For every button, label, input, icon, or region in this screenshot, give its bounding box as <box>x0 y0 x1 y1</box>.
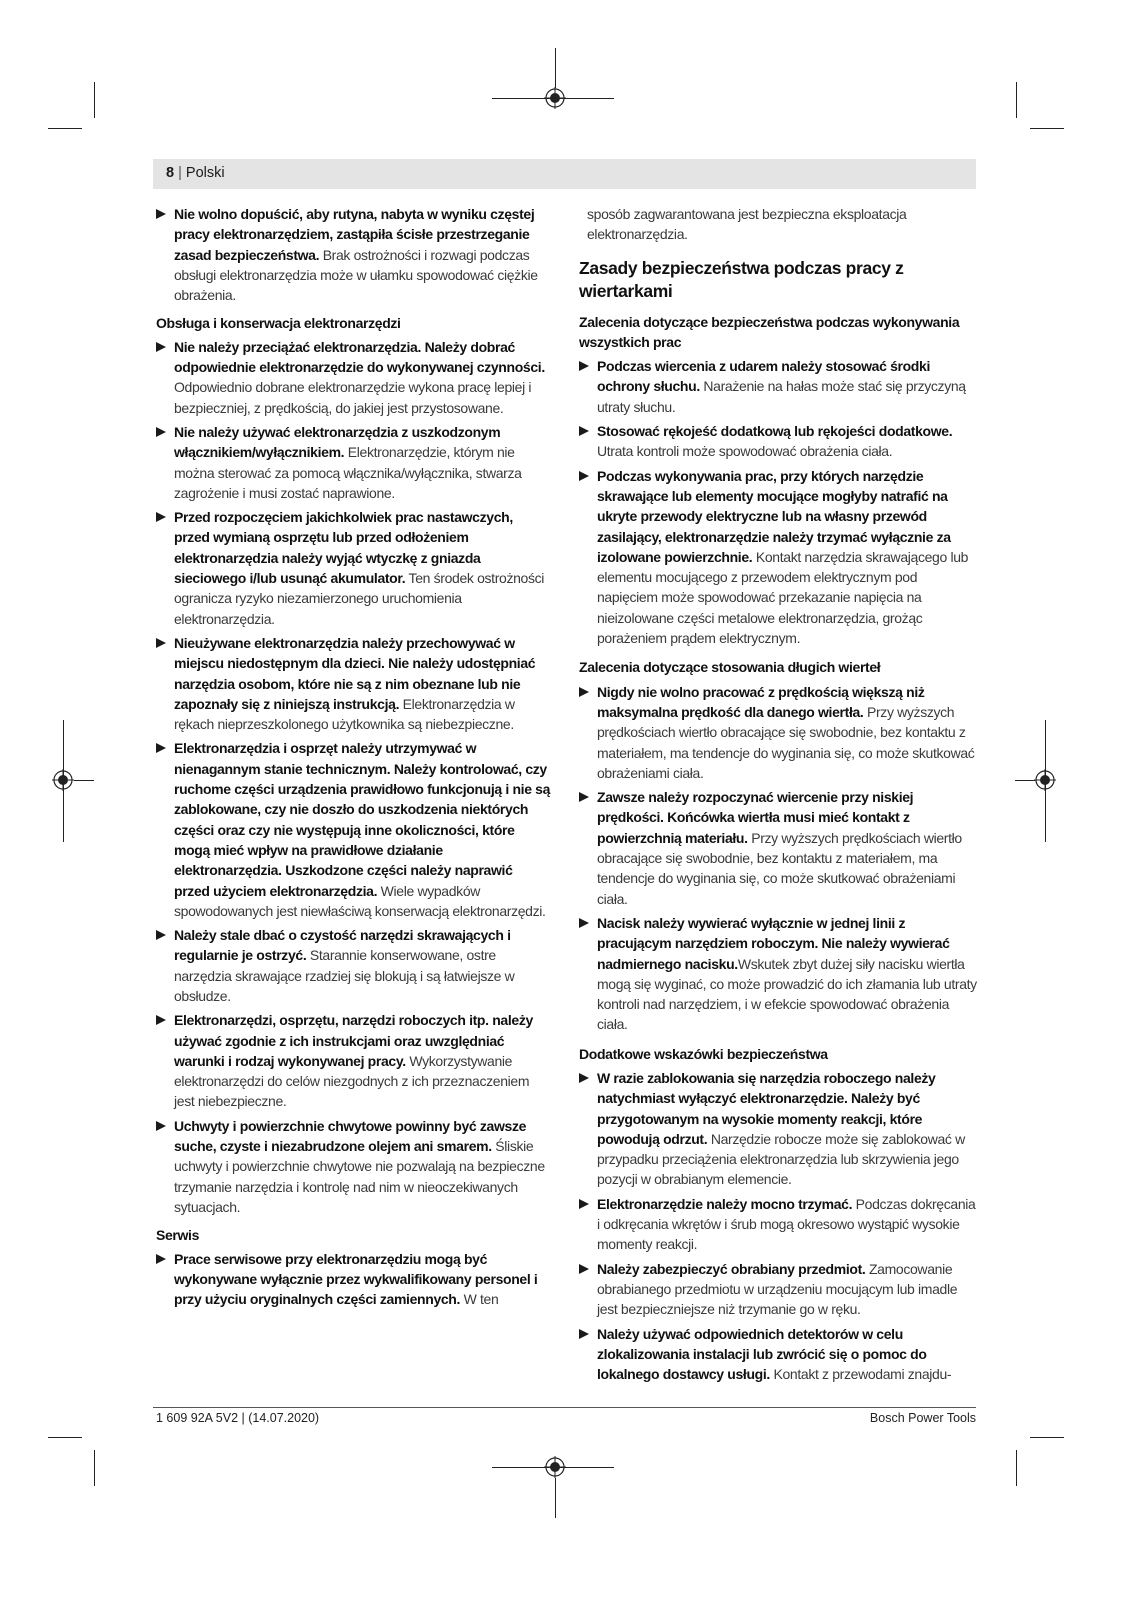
item-normal-text: Wiele wypadków spowodowanych jest niewłaściwą konserwacją elektronarzędzi. <box>174 882 546 919</box>
item-bold-text: Nie należy przeciążać elektronarzędzia. Należy dobrać odpowiednie elektronarzędzie do wykonywanej czynności. <box>174 338 545 376</box>
header-language: Polski <box>185 165 225 181</box>
item-bold-text: Uchwyty i powierzchnie chwytowe powinny być zawsze suche, czyste i niezabrudzone olejem ani smarem. <box>174 1117 527 1155</box>
item-normal-text: Kontakt z przewodami znajdu- <box>769 1366 952 1383</box>
list-item <box>579 356 979 417</box>
list-item <box>579 1259 979 1320</box>
list-item <box>156 204 551 305</box>
list-item <box>156 422 551 503</box>
list-item <box>156 925 551 1006</box>
registration-line-right <box>1045 720 1046 842</box>
item-bold-text: Należy używać odpowiednich detektorów w celu zlokalizowania instalacji lub zwrócić się o pomoc do lokalnego dostawcy usługi. <box>597 1325 927 1383</box>
subsection-heading-long-drills: Zalecenia dotyczące stosowania długich wierteł <box>579 659 881 676</box>
page-number: 8 <box>166 165 175 181</box>
item-bold-text: Nacisk należy wywierać wyłącznie w jednej linii z pracującym narzędziem roboczym. Nie należy wywierać nadmiernego nacisku. <box>597 914 950 972</box>
registration-stem-bottom <box>555 1478 556 1518</box>
header-separator: | <box>174 165 186 181</box>
crop-mark-bottom-right-vertical <box>1016 1450 1017 1486</box>
right-column <box>579 204 979 1388</box>
item-normal-text: Brak ostrożności i rozwagi podczas obsługi elektronarzędzia może w ułamku spowodować ciężkie obrażenia. <box>174 246 538 304</box>
registration-line-top <box>492 98 614 99</box>
item-bold-text: Stosować rękojeść dodatkową lub rękojeści dodatkowe. <box>597 423 953 440</box>
item-normal-text: Kontakt narzędzia skrawającego lub elementu mocującego z przewodem elektrycznym pod napięciem może spowodować przekazanie napięcia na nieizolowane części metalowe elektronarzędzia, grożąc porażeniem prądem elektrycznym. <box>597 548 969 647</box>
page-header <box>153 159 976 189</box>
item-normal-text: Zamocowanie obrabianego przedmiotu w urządzeniu mocującym lub imadle jest bezpieczniejsze niż trzymanie go w ręku. <box>597 1260 958 1318</box>
item-normal-text: Ten środek ostrożności ogranicza ryzyko niezamierzonego uruchomienia elektronarzędzia. <box>174 570 545 627</box>
item-normal-text: Przy wyższych prędkościach wiertło obracające się swobodnie, bez kontaktu z materiałem, ma tendencje do wyginania się, co może skutkować obrażeniami ciała. <box>597 703 975 781</box>
item-bold-text: Elektronarzędzie należy mocno trzymać. <box>597 1195 853 1212</box>
item-bold-text: Prace serwisowe przy elektronarzędziu mogą być wykonywane wyłącznie przez wykwalifikowany personel i przy użyciu oryginalnych części zamiennych. <box>174 1250 538 1308</box>
item-normal-text: Utrata kontroli może spowodować obrażenia ciała. <box>597 443 893 460</box>
list-item <box>579 1194 979 1255</box>
item-bold-text: Należy stale dbać o czystość narzędzi skrawających i regularnie je ostrzyć. <box>174 927 511 964</box>
registration-stem-top <box>555 48 556 88</box>
crop-mark-bottom-left-horizontal <box>48 1437 82 1438</box>
crop-mark-top-right-vertical <box>1016 82 1017 118</box>
item-normal-text: Przy wyższych prędkościach wiertło obracające się swobodnie, bez kontaktu z materiałem, ma tendencje do wyginania się, co może skutkować obrażeniami ciała. <box>597 829 962 907</box>
item-normal-text: Podczas dokręcania i odkręcania wkrętów i śrub mogą okresowo wystąpić wysokie momenty reakcji. <box>597 1195 976 1253</box>
list-item <box>156 1249 551 1310</box>
item-normal-text: Wykorzystywanie elektronarzędzi do celów niezgodnych z ich przeznaczeniem jest niebezpieczne. <box>174 1052 530 1110</box>
crop-mark-top-left-horizontal <box>48 128 82 129</box>
subsection-heading-additional: Dodatkowe wskazówki bezpieczeństwa <box>579 1045 828 1062</box>
item-bold-text: Nieużywane elektronarzędzia należy przechowywać w miejscu niedostępnym dla dzieci. Nie należy udostępniać narzędzia osobom, które nie są z nim obeznane lub nie zapoznały się z niniejszą instrukcją. <box>174 634 536 712</box>
list-item <box>156 337 551 418</box>
item-normal-text: Wskutek zbyt dużej siły nacisku wiertła mogą się wyginać, co może prowadzić do ich złamania lub utraty kontroli nad narzędziem, i w efekcie spowodować obrażenia ciała. <box>597 955 977 1033</box>
section-heading-service: Serwis <box>156 1227 200 1244</box>
list-item <box>156 1116 551 1217</box>
crop-mark-bottom-right-horizontal <box>1030 1437 1064 1438</box>
item-normal-text: Odpowiednio dobrane elektronarzędzie wykona pracę lepiej i bezpieczniej, z prędkością, do jakiej jest przystosowane. <box>174 379 532 416</box>
item-bold-text: W razie zablokowania się narzędzia roboczego należy natychmiast wyłączyć elektronarzędzie. Należy być przygotowanym na wysokie momenty reakcji, które powodują odrzut. <box>597 1069 936 1147</box>
item-normal-text: Śliskie uchwyty i powierzchnie chwytowe nie pozwalają na bezpieczne trzymanie narzędzia i kontrolę nad nim w nieoczekiwanych sytuacjach. <box>174 1138 545 1215</box>
registration-line-bottom <box>492 1467 614 1468</box>
item-bold-text: Zawsze należy rozpoczynać wiercenie przy niskiej prędkości. Końcówka wiertła musi mieć kontakt z powierzchnią materiału. <box>597 789 914 846</box>
item-normal-text: W ten <box>460 1291 499 1308</box>
continuation-text: sposób zagwarantowana jest bezpieczna eksploatacja elektronarzędzia. <box>587 206 907 243</box>
item-normal-text: Elektronarzędzie, którym nie można sterować za pomocą włącznika/wyłącznika, stwarza zagrożenie i musi zostać naprawione. <box>174 444 522 501</box>
item-normal-text: Narażenie na hałas może stać się przyczyną utraty słuchu. <box>597 378 966 415</box>
registration-line-left <box>63 720 64 842</box>
list-item <box>156 507 551 629</box>
item-normal-text: Elektronarzędzia w rękach nieprzeszkolonego użytkownika są niebezpieczne. <box>174 695 515 733</box>
item-bold-text: Podczas wykonywania prac, przy których narzędzie skrawające lub elementy mocujące mogłyby natrafić na ukryte przewody elektryczne lub na własny przewód zasilający, elektronarzędzie należy trzymać wyłącznie za izolowane powierzchnie. <box>597 467 951 565</box>
crop-mark-top-left-vertical <box>94 82 95 118</box>
list-item <box>579 1068 979 1190</box>
item-bold-text: Nie należy używać elektronarzędzia z uszkodzonym włącznikiem/wyłącznikiem. <box>174 423 501 461</box>
list-item <box>579 466 979 649</box>
left-column <box>156 204 551 1313</box>
item-normal-text: Narzędzie robocze może się zablokować w przypadku przeciążenia elektronarzędzia lub skrzywienia jego pozycji w obrabianym elemencie. <box>597 1130 965 1188</box>
item-bold-text: Podczas wiercenia z udarem należy stosować środki ochrony słuchu. <box>597 358 930 395</box>
item-bold-text: Nie wolno dopuścić, aby rutyna, nabyta w wyniku częstej pracy elektronarzędziem, zastąpiła ścisłe przestrzeganie zasad bezpieczeństwa. <box>174 206 535 263</box>
list-item <box>579 913 979 1035</box>
section-heading-maintenance: Obsługa i konserwacja elektronarzędzi <box>156 315 401 332</box>
item-normal-text: Starannie konserwowane, ostre narzędzia skrawające rzadziej się blokują i są łatwiejsze w obsłudze. <box>174 947 515 1004</box>
header-text <box>166 165 225 181</box>
crop-mark-top-right-horizontal <box>1030 128 1064 129</box>
item-bold-text: Elektronarzędzia i osprzęt należy utrzymywać w nienagannym stanie technicznym. Należy kontrolować, czy ruchome części urządzenia prawidłowo funkcjonują i nie są zablokowane, czy nie doszło do uszkodzenia niektórych części oraz czy nie występują inne okoliczności, które mogą mieć wpływ na prawidłowe działanie elektronarzędzia. Uszkodzone części należy naprawić przed użyciem elektronarzędzia. <box>174 740 551 899</box>
list-item <box>579 787 979 909</box>
item-bold-text: Należy zabezpieczyć obrabiany przedmiot. <box>597 1260 866 1277</box>
subsection-heading-general: Zalecenia dotyczące bezpieczeństwa podczas wykonywania wszystkich prac <box>579 313 960 350</box>
footer-brand: Bosch Power Tools <box>869 1411 976 1425</box>
footer-divider <box>153 1407 976 1408</box>
item-bold-text: Przed rozpoczęciem jakichkolwiek prac nastawczych, przed wymianą osprzętu lub przed odłożeniem elektronarzędzia należy wyjąć wtyczkę z gniazda sieciowego i/lub usunąć akumulator. <box>174 509 513 587</box>
list-item <box>579 421 979 462</box>
item-bold-text: Elektronarzędzi, osprzętu, narzędzi roboczych itp. należy używać zgodnie z ich instrukcjami oraz uwzględniać warunki i rodzaj wykonywanej pracy. <box>174 1012 533 1069</box>
main-section-title: Zasady bezpieczeństwa podczas pracy z wiertarkami <box>579 257 904 301</box>
footer-doc-code: 1 609 92A 5V2 | (14.07.2020) <box>156 1411 320 1425</box>
list-item <box>156 738 551 921</box>
list-item <box>156 1010 551 1111</box>
registration-stem-left <box>74 780 94 781</box>
item-bold-text: Nigdy nie wolno pracować z prędkością większą niż maksymalna prędkość dla danego wiertła. <box>597 683 925 720</box>
list-item <box>579 682 979 783</box>
registration-stem-right <box>1015 780 1035 781</box>
crop-mark-bottom-left-vertical <box>94 1450 95 1486</box>
list-item <box>579 1324 979 1385</box>
list-item <box>156 633 551 734</box>
